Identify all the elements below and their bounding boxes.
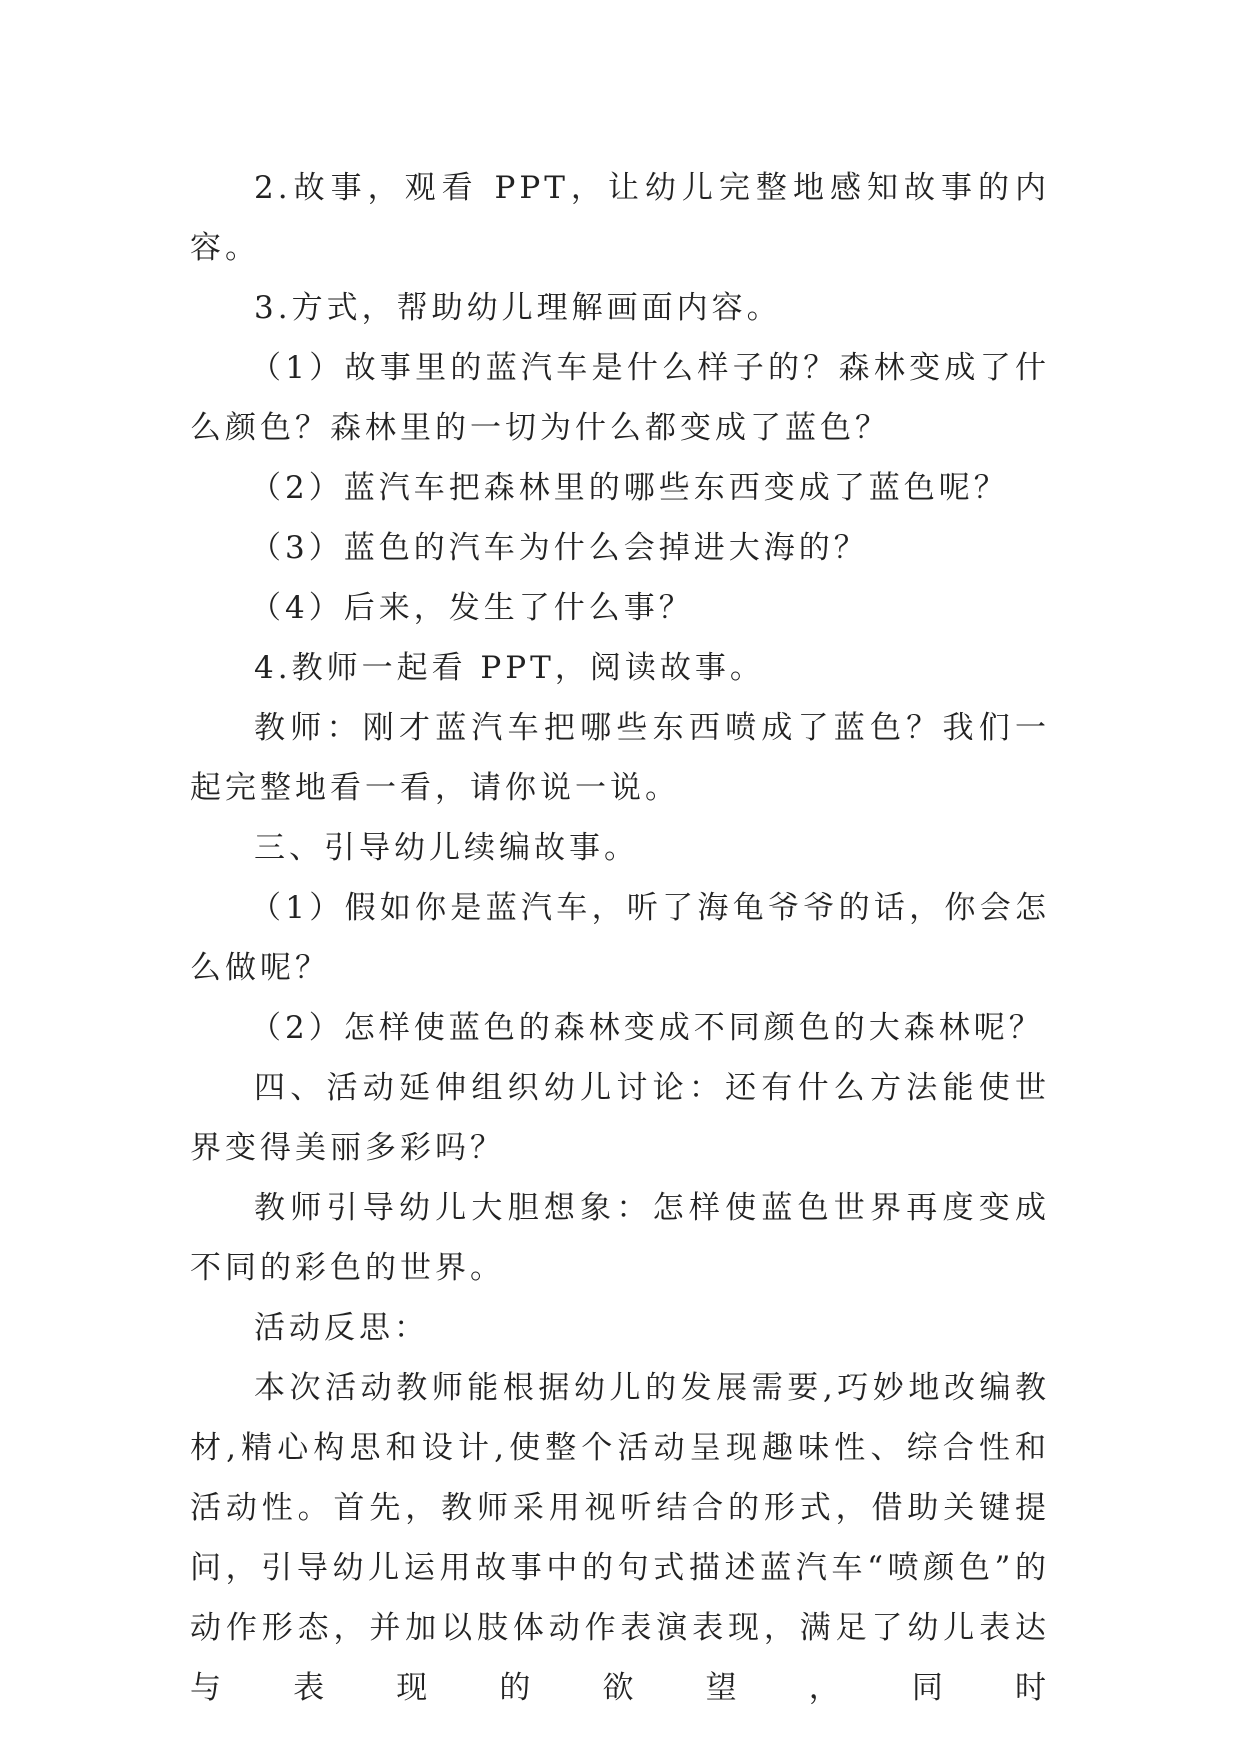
paragraph-question-3: （3）蓝色的汽车为什么会掉进大海的？ <box>250 530 869 566</box>
paragraph-reflection: 本次活动教师能根据幼儿的发展需要,巧妙地改编教材,精心构思和设计,使整个活动呈现趣味性、综合性和活动性。首先，教师采用视听结合的形式，借助关键提问，引导幼儿运用故事中的句式描述蓝汽车“喷颜色”的动作形态，并加以肢体动作表演表现，满足了幼儿表达与表现的欲望，同时 <box>190 1370 1050 1706</box>
paragraph-teacher-question: 教师：刚才蓝汽车把哪些东西喷成了蓝色？我们一起完整地看一看，请你说一说。 <box>190 710 1050 806</box>
paragraph-teacher-ppt: 4.教师一起看 PPT，阅读故事。 <box>254 650 765 686</box>
paragraph-story-ppt: 2.故事，观看 PPT，让幼儿完整地感知故事的内容。 <box>190 170 1050 266</box>
paragraph-question-2: （2）蓝汽车把森林里的哪些东西变成了蓝色呢？ <box>250 470 1009 506</box>
paragraph-question-1: （1）故事里的蓝汽车是什么样子的？森林变成了什么颜色？森林里的一切为什么都变成了蓝色？ <box>190 350 1050 446</box>
paragraph-imagination: 教师引导幼儿大胆想象：怎样使蓝色世界再度变成不同的彩色的世界。 <box>190 1190 1050 1286</box>
section-heading-continue-story: 三、引导幼儿续编故事。 <box>254 830 639 866</box>
section-heading-extension: 四、活动延伸组织幼儿讨论：还有什么方法能使世界变得美丽多彩吗？ <box>190 1070 1050 1166</box>
paragraph-continue-question-2: （2）怎样使蓝色的森林变成不同颜色的大森林呢？ <box>250 1010 1044 1046</box>
paragraph-continue-question-1: （1）假如你是蓝汽车，听了海龟爷爷的话，你会怎么做呢？ <box>190 890 1050 986</box>
document-body <box>190 158 1050 1718</box>
paragraph-method: 3.方式，帮助幼儿理解画面内容。 <box>254 290 782 326</box>
section-heading-reflection: 活动反思： <box>254 1310 429 1346</box>
paragraph-question-4: （4）后来，发生了什么事？ <box>250 590 694 626</box>
